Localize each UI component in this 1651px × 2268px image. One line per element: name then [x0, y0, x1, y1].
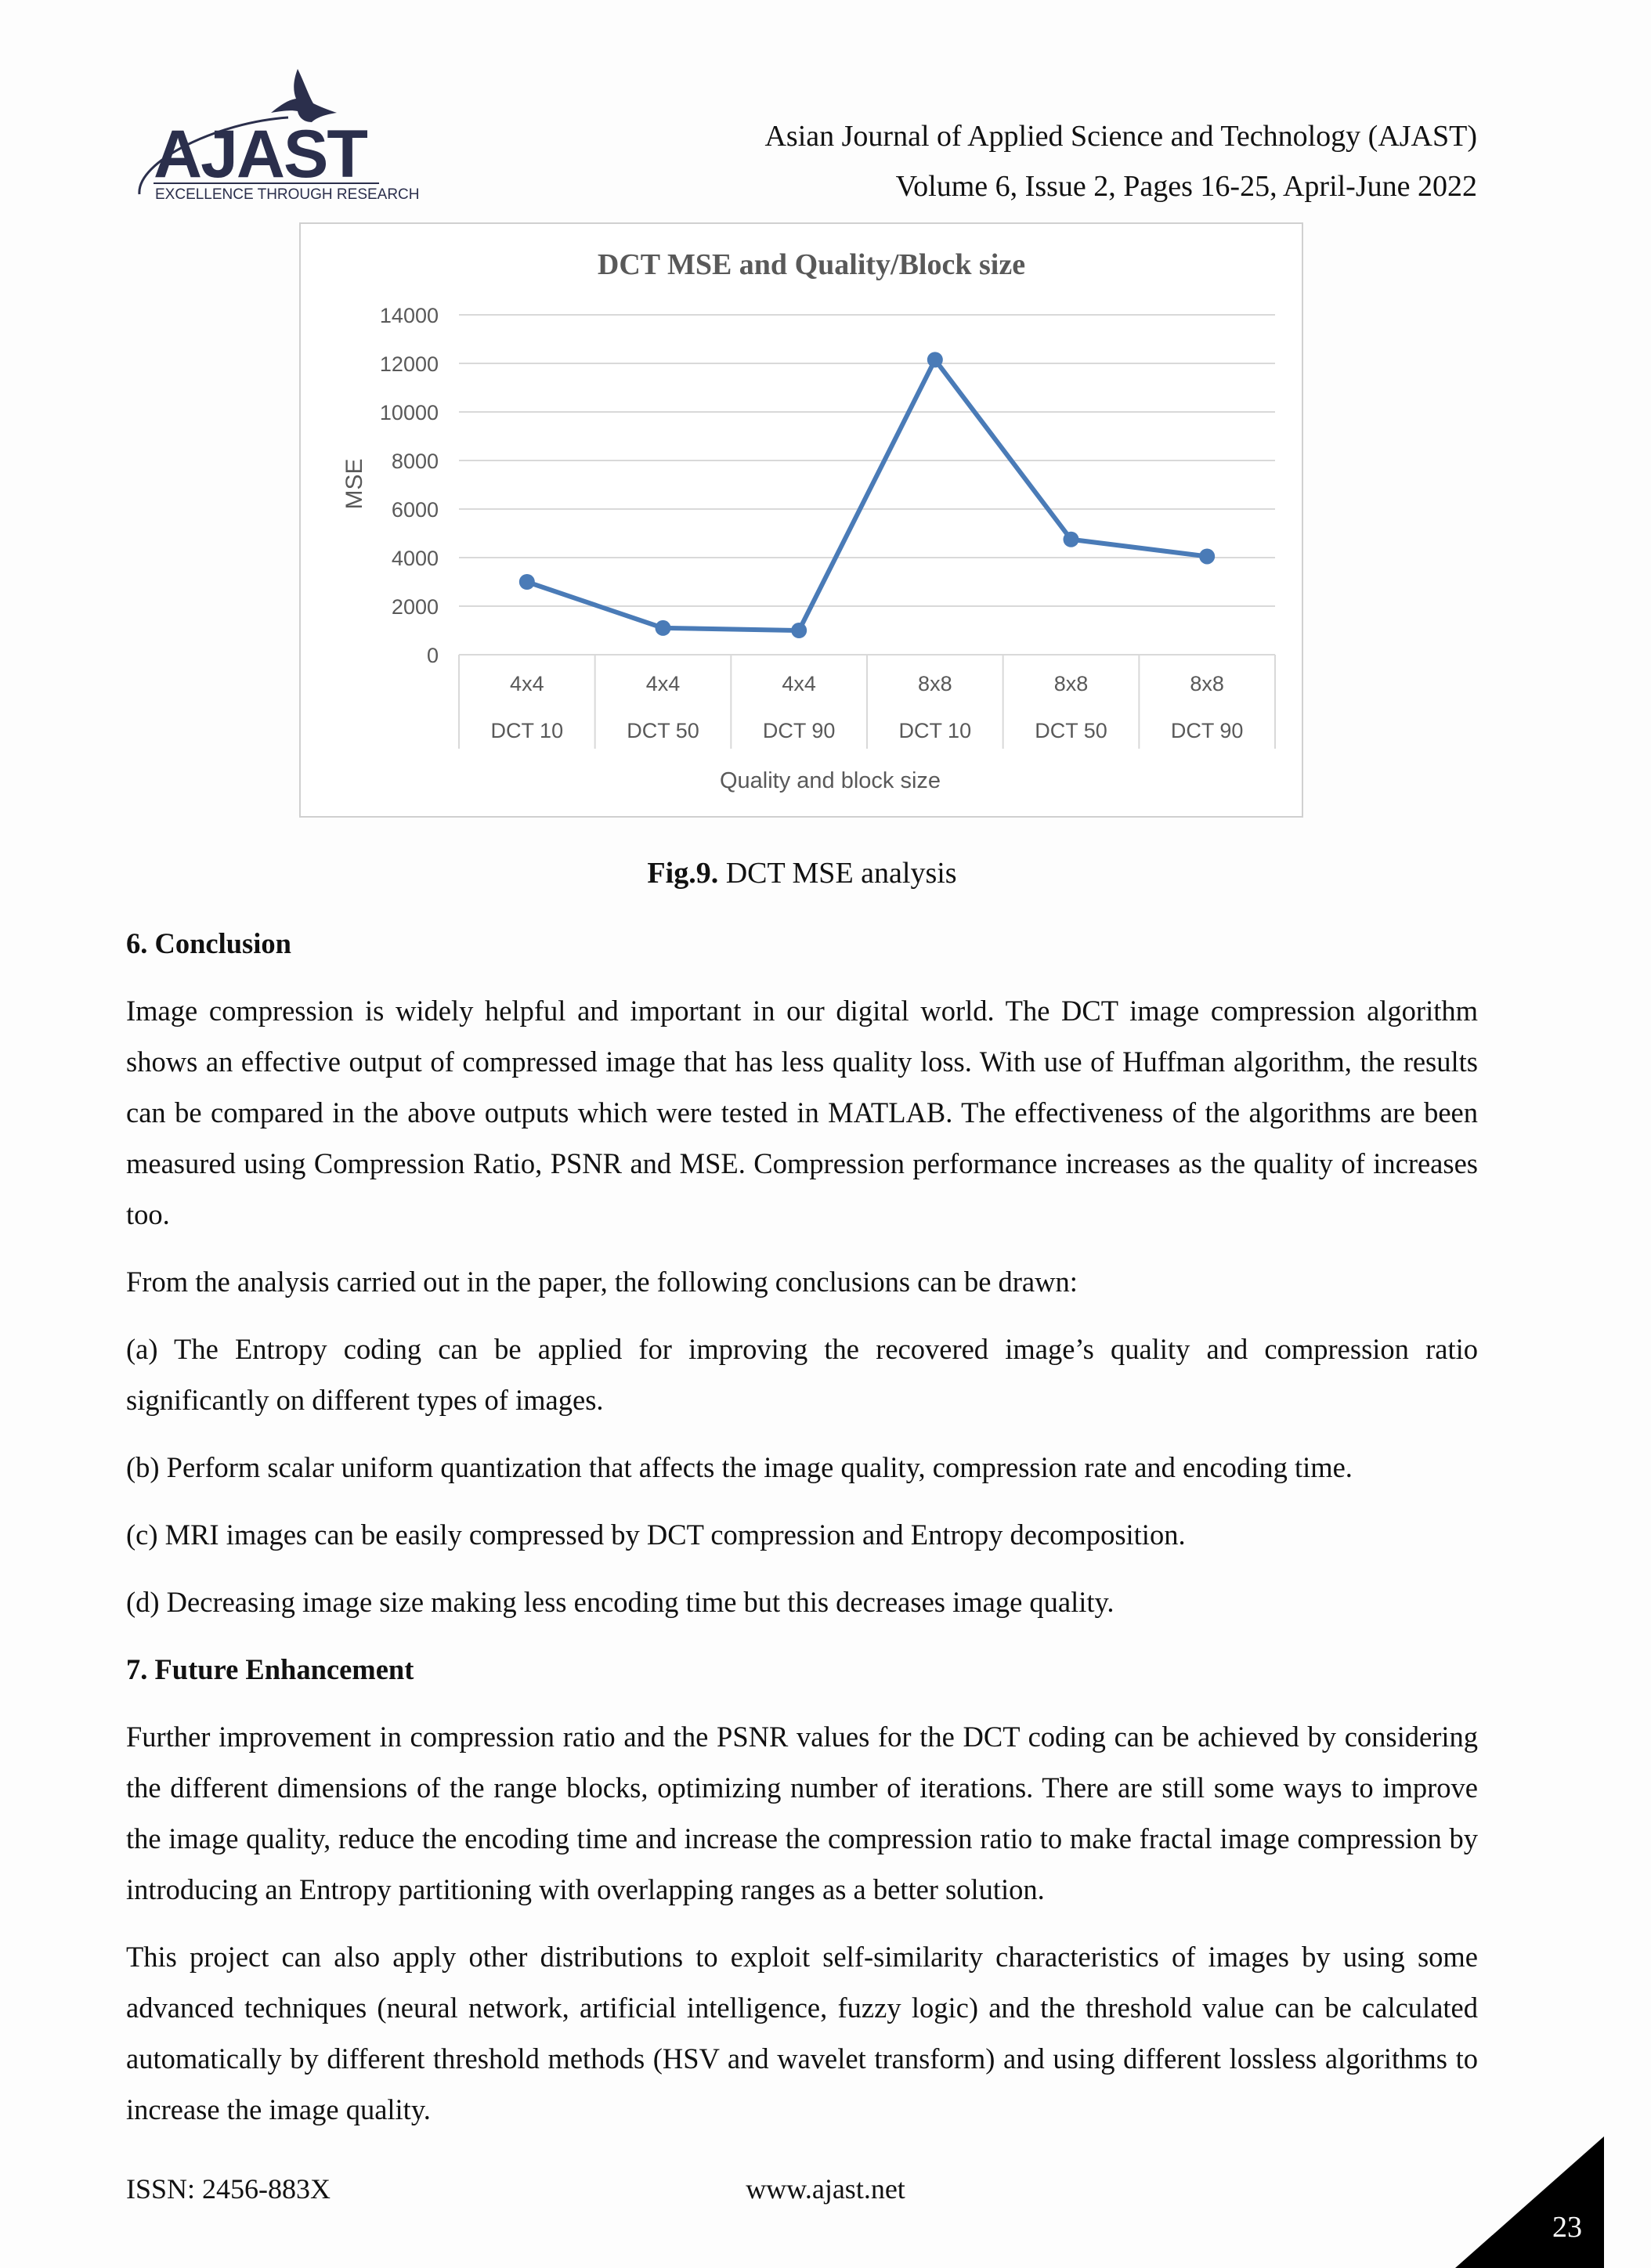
- x-tick-label-quality: DCT 50: [627, 719, 699, 742]
- figure-caption: [0, 856, 1604, 890]
- series-line: [527, 359, 1207, 630]
- y-tick-label: 0: [426, 644, 439, 667]
- data-point: [519, 574, 535, 590]
- data-point: [927, 352, 943, 367]
- paragraph: Image compression is widely helpful and important in our digital world. The DCT image compression algorithm shows an effective output of compressed image that has less quality loss. With use of Huffman algorithm, the results can be compared in the above outputs which were tested in MATLAB. The effectiveness of the algorithms are been measured using Compression Ratio, PSNR and MSE. Compression performance increases as the quality of increases too.: [126, 995, 1478, 1230]
- y-tick-label: 14000: [379, 304, 439, 327]
- chart-svg: [301, 224, 1305, 819]
- article-body: [126, 918, 1478, 2151]
- y-tick-label: 10000: [379, 401, 439, 424]
- x-tick-label-quality: DCT 90: [762, 719, 836, 742]
- logo-text: AJAST: [154, 117, 367, 192]
- figure-caption-text: DCT MSE analysis: [718, 857, 957, 890]
- footer-issn: ISSN: 2456-883X: [126, 2173, 331, 2205]
- section-heading-future: 7. Future Enhancement: [126, 1653, 414, 1685]
- page-corner-triangle: [1455, 2136, 1604, 2268]
- list-item-a: (a) The Entropy coding can be applied for improving the recovered image’s quality and compression ratio significantly on different types of images.: [126, 1333, 1478, 1416]
- y-tick-label: 2000: [391, 595, 439, 619]
- data-point: [791, 623, 807, 638]
- mse-chart: [299, 222, 1303, 818]
- x-tick-label-block: 8x8: [1190, 672, 1224, 695]
- x-tick-label-block: 4x4: [645, 672, 681, 695]
- journal-logo: [132, 67, 420, 205]
- x-tick-label-quality: DCT 10: [490, 719, 564, 742]
- x-tick-label-quality: DCT 50: [1035, 719, 1107, 742]
- data-point: [1199, 548, 1215, 564]
- x-tick-label-quality: DCT 10: [898, 719, 972, 742]
- list-item-b: (b) Perform scalar uniform quantization that affects the image quality, compression rate and encoding time.: [126, 1451, 1353, 1483]
- figure-label: Fig.9.: [647, 857, 719, 890]
- page-header: [764, 111, 1477, 211]
- y-tick-label: 6000: [391, 498, 439, 522]
- y-tick-label: 12000: [379, 352, 439, 376]
- chart-title: DCT MSE and Quality/Block size: [597, 248, 1026, 281]
- paragraph: From the analysis carried out in the paper, the following conclusions can be drawn:: [126, 1266, 1078, 1298]
- paragraph: This project can also apply other distributions to exploit self-similarity characteristics of images by using some advanced techniques (neural network, artificial intelligence, fuzzy logic) and the threshold value can be calculated automatically by different threshold methods (HSV and wavelet transform) and using different lossless algorithms to increase the image quality.: [126, 1941, 1478, 2125]
- logo-tagline: EXCELLENCE THROUGH RESEARCH: [155, 186, 420, 203]
- data-point: [1064, 532, 1079, 547]
- x-tick-label-block: 4x4: [510, 672, 544, 695]
- bird-icon: [271, 69, 337, 122]
- x-axis-title: Quality and block size: [719, 768, 941, 793]
- y-tick-label: 8000: [391, 450, 439, 473]
- list-item-d: (d) Decreasing image size making less encoding time but this decreases image quality.: [126, 1586, 1115, 1618]
- page-number: 23: [1552, 2211, 1582, 2244]
- journal-name: Asian Journal of Applied Science and Technology (AJAST): [764, 120, 1477, 153]
- section-heading-conclusion: 6. Conclusion: [126, 927, 291, 959]
- x-tick-label-block: 4x4: [782, 672, 816, 695]
- footer-website: www.ajast.net: [746, 2173, 905, 2205]
- x-tick-label-block: 8x8: [1053, 672, 1089, 695]
- paragraph: Further improvement in compression ratio and the PSNR values for the DCT coding can be achieved by considering the different dimensions of the range blocks, optimizing number of iterations. There are still some ways to improve the image quality, reduce the encoding time and increase the compression ratio to make fractal image compression by introducing an Entropy partitioning with overlapping ranges as a better solution.: [126, 1721, 1478, 1905]
- x-tick-label-block: 8x8: [918, 672, 952, 695]
- logo-graphic: [132, 67, 420, 205]
- x-tick-label-quality: DCT 90: [1170, 719, 1244, 742]
- journal-volume: Volume 6, Issue 2, Pages 16-25, April-June 2022: [895, 170, 1477, 203]
- y-axis-title: MSE: [341, 458, 367, 510]
- y-tick-label: 4000: [391, 547, 439, 570]
- list-item-c: (c) MRI images can be easily compressed by DCT compression and Entropy decomposition.: [126, 1519, 1186, 1551]
- data-point: [656, 620, 671, 636]
